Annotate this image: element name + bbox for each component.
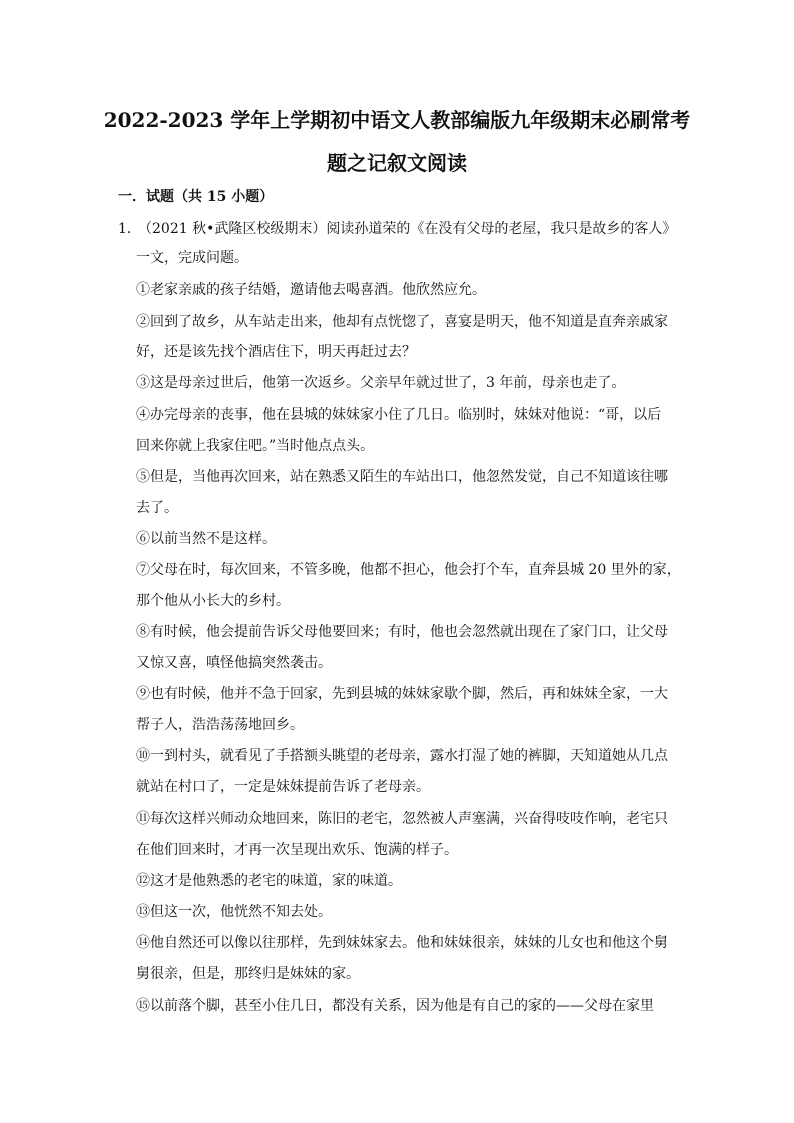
text-line: 好，还是该先找个酒店住下，明天再赶过去？ (136, 344, 416, 360)
text-line: 去了。 (136, 500, 178, 516)
text-line: ⑬但这一次，他恍然不知去处。 (136, 904, 332, 920)
text-line: ③这是母亲过世后，他第一次返乡。父亲早年就过世了，3 年前，母亲也走了。 (136, 375, 626, 391)
text-line: ④办完母亲的丧事，他在县城的妹妹家小住了几日。临别时，妹妹对他说：“哥，以后 (136, 407, 662, 423)
text-line: ①老家亲戚的孩子结婚，邀请他去喝喜酒。他欣然应允。 (136, 282, 486, 298)
text-line: ⑦父母在时，每次回来，不管多晚，他都不担心，他会打个车，直奔县城 20 里外的家， (136, 562, 681, 578)
text-line: 那个他从小长大的乡村。 (136, 593, 290, 609)
text-line: ⑧有时候，他会提前告诉父母他要回来；有时，他也会忽然就出现在了家门口，让父母 (136, 624, 668, 640)
text-line: ⑩一到村头，就看见了手搭额头眺望的老母亲，露水打湿了她的裤脚，天知道她从几点 (136, 748, 668, 764)
text-line: 又惊又喜，嗔怪他搞突然袭击。 (136, 655, 332, 671)
text-line: 帮子人，浩浩荡荡地回乡。 (136, 717, 304, 733)
text-line: ⑮以前落个脚，甚至小住几日，都没有关系，因为他是有自己的家的——父母在家里 (136, 998, 654, 1014)
title-line-1: 2022-2023 学年上学期初中语文人教部编版九年级期末必刷常考 (103, 108, 691, 132)
text-line: 回来你就上我家住吧。”当时他点点头。 (136, 438, 375, 454)
title-line-2: 题之记叙文阅读 (327, 151, 467, 175)
text-line: 一文，完成问题。 (136, 250, 248, 266)
text-line: ⑨也有时候，他并不急于回家，先到县城的妹妹家歇个脚，然后，再和妹妹全家，一大 (136, 686, 668, 702)
question-number: 1． (118, 221, 141, 237)
text-line: ⑭他自然还可以像以往那样，先到妹妹家去。他和妹妹很亲，妹妹的儿女也和他这个舅 (136, 935, 668, 951)
text-line: ⑤但是，当他再次回来，站在熟悉又陌生的车站出口，他忽然发觉，自己不知道该往哪 (136, 469, 668, 485)
text-line: ⑪每次这样兴师动众地回来，陈旧的老宅，忽然被人声塞满，兴奋得吱吱作响，老宅只 (136, 811, 668, 827)
text-line: ⑫这才是他熟悉的老宅的味道，家的味道。 (136, 873, 402, 889)
question-intro-text: （2021 秋•武隆区校级期末）阅读孙道荣的《在没有父母的老屋，我只是故乡的客人》 (138, 221, 677, 237)
text-line: ②回到了故乡，从车站走出来，他却有点恍惚了，喜宴是明天，他不知道是直奔亲戚家 (136, 314, 668, 330)
text-line: 舅很亲，但是，那终归是妹妹的家。 (136, 966, 360, 982)
question-1-intro (118, 218, 678, 238)
text-line: 就站在村口了，一定是妹妹提前告诉了老母亲。 (136, 779, 430, 795)
text-line: 在他们回来时，才再一次呈现出欢乐、饱满的样子。 (136, 842, 458, 858)
section-heading: 一．试题（共 15 小题） (118, 189, 274, 205)
text-line: ⑥以前当然不是这样。 (136, 531, 276, 547)
